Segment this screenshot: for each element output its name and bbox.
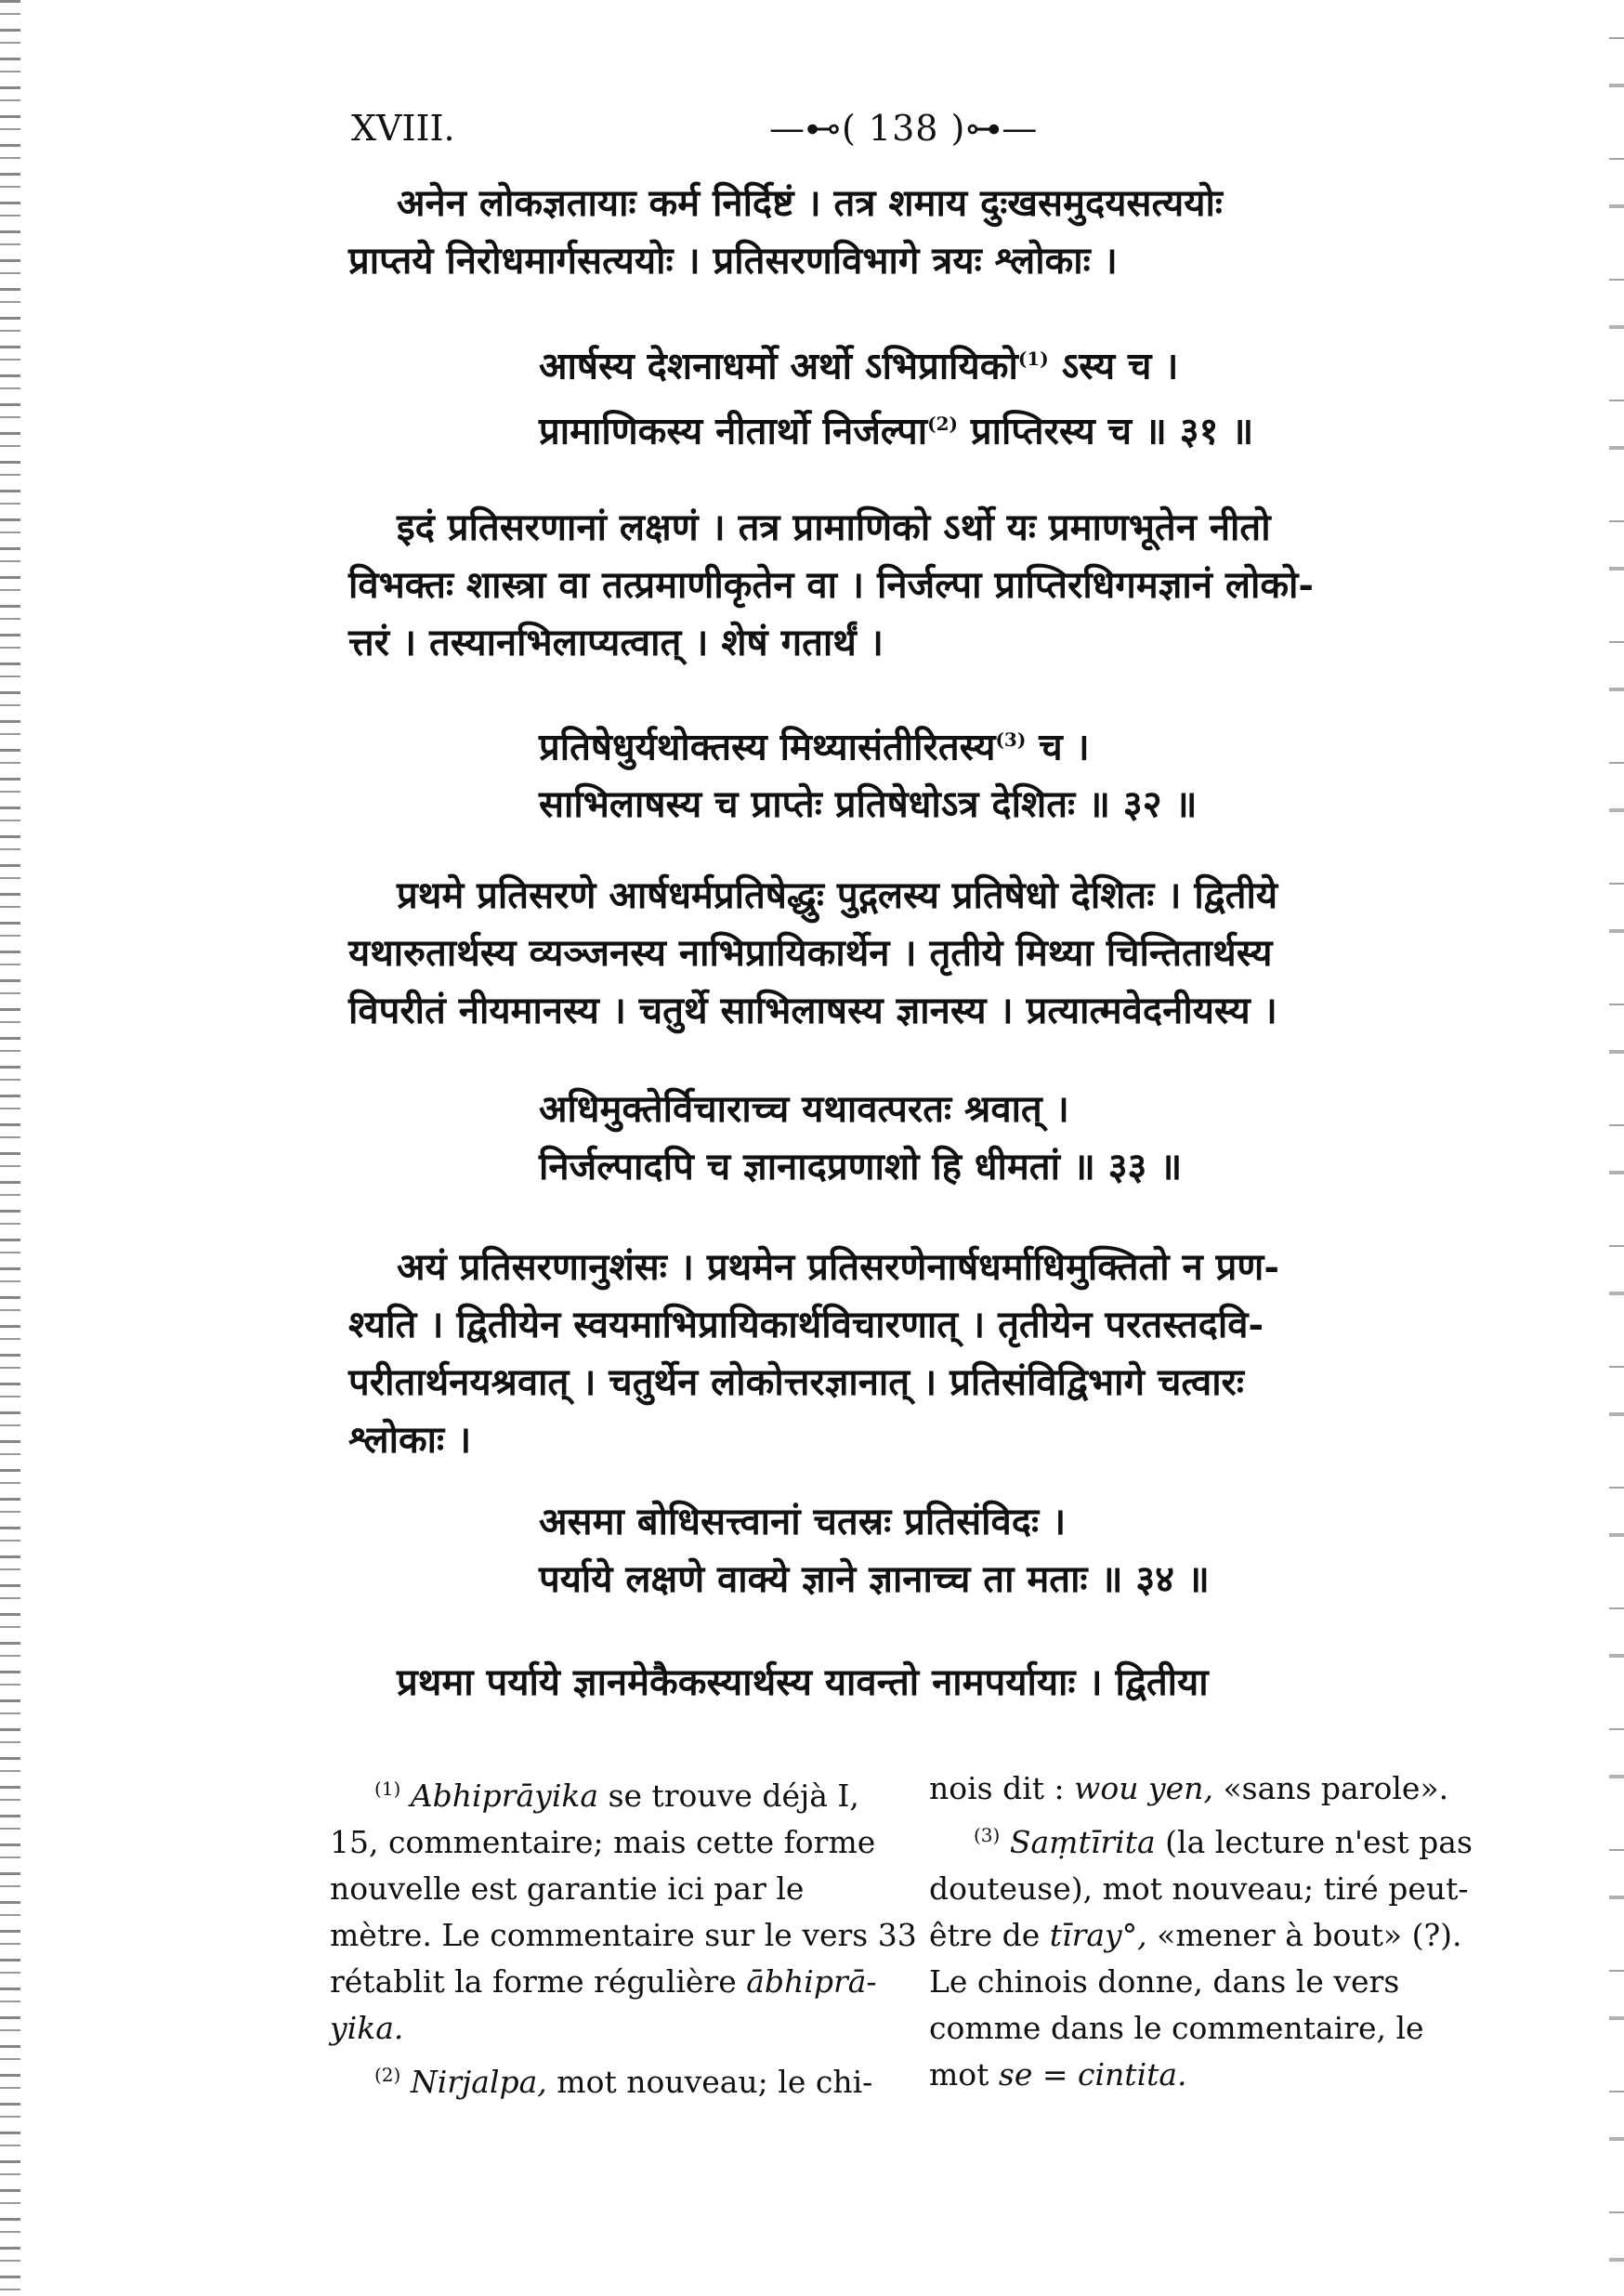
verse-34: [539, 1493, 1210, 1608]
footnote-term: ābhiprā-: [746, 1963, 877, 2000]
footnote-text: mètre. Le commentaire sur le vers 33: [330, 1917, 917, 1953]
verse-line: असमा बोधिसत्त्वानां चतस्रः प्रतिसंविदः ।: [539, 1500, 1067, 1543]
footnote-text: (la lecture n'est pas: [1165, 1824, 1473, 1860]
paragraph-5: [348, 1654, 1463, 1712]
paragraph-1: [348, 175, 1463, 290]
footnote-mark: (2): [374, 2064, 401, 2086]
verse-text: प्रामाणिकस्य नीतार्थो निर्जल्पा: [539, 409, 928, 453]
text-line: श्लोकाः ।: [348, 1418, 472, 1462]
footnote-mark: (3): [974, 1824, 1001, 1846]
text-line: परीतार्थनयश्रवात् । चतुर्थेन लोकोत्तरज्ञानात् । प्रतिसंविद्विभागे चत्वारः: [348, 1360, 1244, 1404]
verse-line: अधिमुक्तेर्विचाराच्च यथावत्परतः श्रवात् ।: [539, 1087, 1069, 1131]
footnote-line: [330, 1959, 877, 2005]
verse-text: प्रतिषेधुर्यथोक्तस्य मिथ्यासंतीरितस्य: [539, 725, 996, 769]
text-line: अयं प्रतिसरणानुशंसः । प्रथमेन प्रतिसरणेनार्षधर्माधिमुक्तितो न प्रण-: [397, 1245, 1279, 1289]
page-header: [351, 108, 1466, 160]
verse-text: च ।: [1039, 725, 1090, 769]
footnote-line: [929, 2052, 1459, 2098]
page-number: —⊷( 138 )⊶—: [769, 108, 1039, 149]
footnote-line: [929, 1765, 1459, 1812]
footnote-text: comme dans le commentaire, le: [929, 2010, 1424, 2046]
footnote-term: Saṃtīrita: [1009, 1824, 1156, 1860]
verse-line: [539, 395, 1253, 460]
text-line: विभक्तः शास्त्रा वा तत्प्रमाणीकृतेन वा । निर्जल्पा प्राप्तिरधिगमज्ञानं लोको-: [348, 563, 1315, 607]
footnotes-left-column: [330, 1765, 917, 2106]
footnote-ref: (2): [927, 413, 958, 436]
text-line: अनेन लोकज्ञतायाः कर्म निर्दिष्टं । तत्र शमाय दुःखसमुदयसत्ययोः: [397, 181, 1223, 225]
text-line: श्यति । द्वितीयेन स्वयमाभिप्रायिकार्थविचारणात् । तृतीयेन परतस्तदवि-: [348, 1303, 1264, 1346]
footnote-line: [929, 1912, 1462, 1959]
footnote-ref: (1): [1017, 348, 1049, 370]
paragraph-4: [348, 1239, 1463, 1469]
footnote-text: nois dit :: [929, 1770, 1065, 1806]
scan-edge-left: [0, 0, 20, 2296]
footnote-text: mot: [929, 2056, 989, 2093]
footnote-text: mot nouveau; le chi-: [557, 2064, 873, 2100]
verse-text: प्राप्तिरस्य च ॥ ३१ ॥: [970, 409, 1254, 453]
footnote-text: nouvelle est garantie ici par le: [330, 1870, 805, 1907]
text-line: इदं प्रतिसरणानां लक्षणं । तत्र प्रामाणिको ऽर्थो यः प्रमाणभूतेन नीतो: [397, 505, 1271, 549]
footnote-term: wou yen,: [1074, 1770, 1213, 1806]
footnote-3: [929, 1812, 1473, 1866]
footnote-line: [330, 2005, 859, 2052]
text-line: त्तरं । तस्यानभिलाप्यत्वात् । शेषं गतार्थं ।: [348, 621, 884, 664]
footnote-text: «sans parole».: [1223, 1770, 1449, 1806]
scan-edge-right: [1609, 0, 1624, 2296]
text-line: प्रथमा पर्याये ज्ञानमेकैकस्यार्थस्य यावन्तो नामपर्यायाः । द्वितीया: [397, 1660, 1209, 1704]
footnote-text: 15, commentaire; mais cette forme: [330, 1824, 876, 1860]
footnote-text: douteuse), mot nouveau; tiré peut-: [929, 1870, 1469, 1907]
footnote-term: Nirjalpa,: [410, 2064, 547, 2100]
footnote-text: Le chinois donne, dans le vers: [929, 1963, 1400, 2000]
text-line: प्राप्तये निरोधमार्गसत्ययोः । प्रतिसरणविभागे त्रयः श्लोकाः ।: [348, 239, 1118, 282]
verse-line: पर्याये लक्षणे वाक्ये ज्ञाने ज्ञानाच्च ता मताः ॥ ३४ ॥: [539, 1557, 1210, 1601]
footnote-term: yika.: [330, 2010, 404, 2046]
footnote-term: se = cintita.: [998, 2056, 1187, 2093]
text-line: विपरीतं नीयमानस्य । चतुर्थे साभिलाषस्य ज्ञानस्य । प्रत्यात्मवेदनीयस्य ।: [348, 989, 1277, 1032]
footnotes-right-column: [929, 1765, 1473, 2098]
verse-text: आर्षस्य देशनाधर्मो अर्थो ऽभिप्रायिको: [539, 344, 1018, 388]
footnote-ref: (3): [995, 728, 1027, 751]
verse-33: [539, 1081, 1182, 1196]
verse-text: ऽस्य च ।: [1061, 344, 1179, 388]
paragraph-3: [348, 867, 1463, 1040]
footnote-term: tīray°,: [1049, 1917, 1147, 1953]
footnote-text: être de: [929, 1917, 1041, 1953]
footnote-text: se trouve déjà I,: [608, 1778, 859, 1814]
text-line: प्रथमे प्रतिसरणे आर्षधर्मप्रतिषेद्धुः पुद्गलस्य प्रतिषेधो देशितः । द्वितीये: [397, 873, 1278, 917]
footnote-text: «mener à bout» (?).: [1157, 1917, 1462, 1953]
paragraph-2: [348, 499, 1463, 672]
verse-line: [539, 330, 1253, 395]
signature-mark: XVIII.: [351, 108, 455, 149]
verse-line: [539, 711, 1197, 776]
footnote-term: Abhiprāyika: [410, 1778, 599, 1814]
footnote-text: rétablit la forme régulière: [330, 1963, 737, 2000]
footnote-2: [330, 2052, 873, 2106]
text-line: यथारुतार्थस्य व्यञ्जनस्य नाभिप्रायिकार्थेन । तृतीये मिथ्या चिन्तितार्थस्य: [348, 931, 1273, 975]
footnote-mark: (1): [374, 1778, 401, 1800]
verse-32: [539, 711, 1197, 833]
verse-line: साभिलाषस्य च प्राप्तेः प्रतिषेधोऽत्र देशितः ॥ ३२ ॥: [539, 782, 1198, 827]
verse-line: निर्जल्पादपि च ज्ञानादप्रणाशो हि धीमतां ॥ ३३ ॥: [539, 1145, 1183, 1188]
verse-31: [539, 330, 1253, 461]
footnote-1: [330, 1765, 859, 1819]
